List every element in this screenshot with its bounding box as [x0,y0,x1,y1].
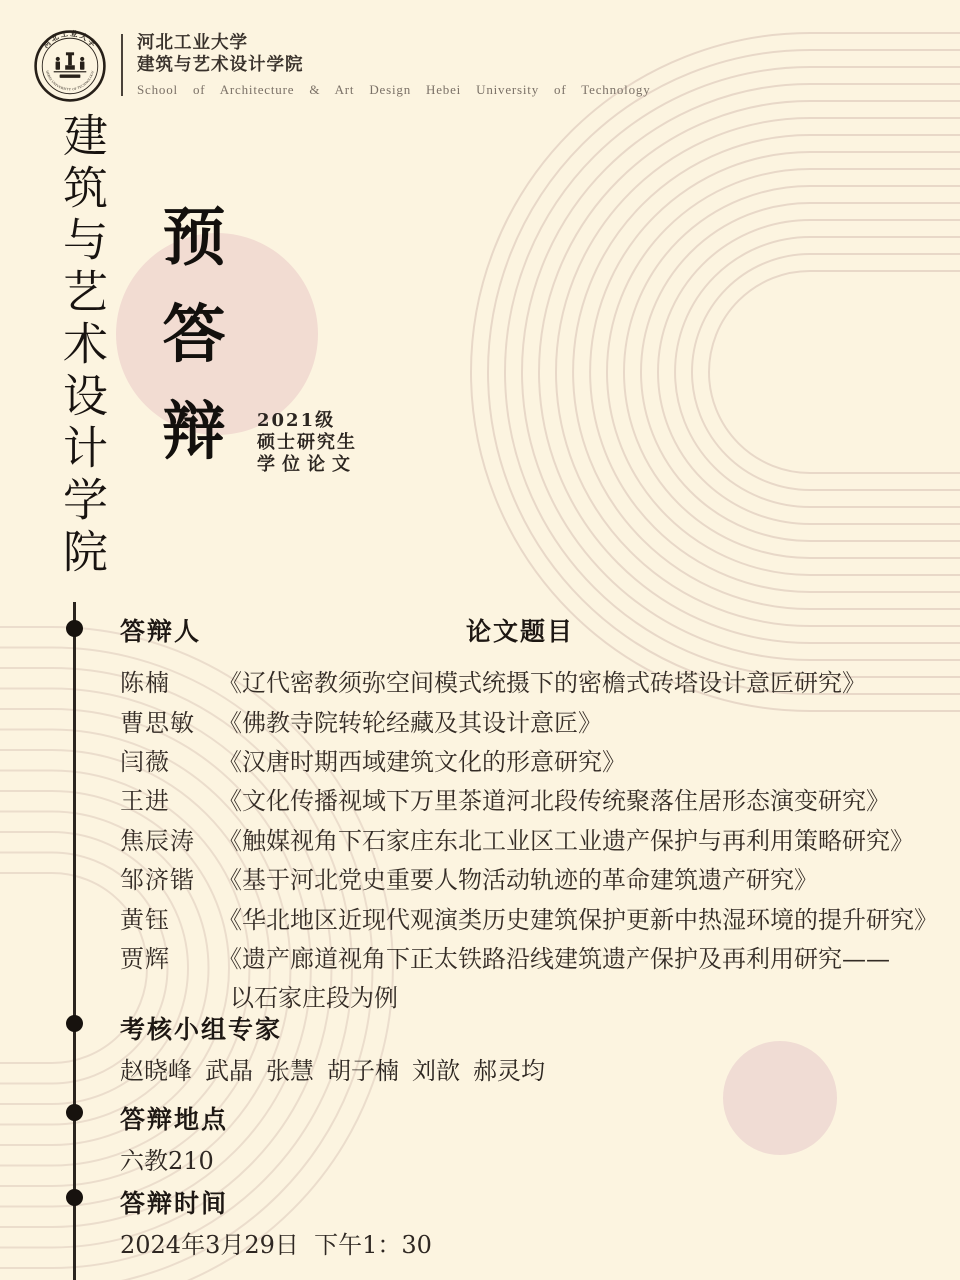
thesis-row [120,740,948,779]
location-value: 六教210 [120,1147,214,1175]
header-divider [121,34,123,96]
section-header-time: 答辩时间 [120,1189,229,1218]
svg-text:HEBEI UNIVERSITY OF TECHNOLOGY [45,70,95,92]
thesis-title: 《触媒视角下石家庄东北工业区工业遗产保护与再利用策略研究》 [218,826,914,855]
presenter-label: 答辩人 [120,617,202,646]
hero-char-2: 答 [162,297,226,371]
hero-subtitle-line-3: 学位论文 [257,454,357,475]
presenter-name: 陈楠 [120,669,170,698]
committee-member: 郝灵均 [473,1057,545,1085]
school-name: 建筑与艺术设计学院 [137,54,304,74]
thesis-title: 《辽代密教须弥空间模式统摄下的密檐式砖塔设计意匠研究》 [218,669,866,698]
thesis-row [120,779,948,818]
timeline-bullet-location [66,1104,83,1121]
thesis-row [120,858,948,897]
hero-char-3: 辩 [162,394,226,468]
track-rings-top-right [471,33,960,711]
vertical-college-title: 建筑与艺术设计学院 [55,112,108,580]
hero-title [160,200,228,468]
time-value: 2024年3月29日 下午1：30 [120,1231,432,1259]
timeline-bullet-time [66,1189,83,1206]
thesis-row [120,819,948,858]
hero-char-1: 预 [162,200,226,274]
committee-members [120,1051,545,1086]
seal-bottom-text: HEBEI UNIVERSITY OF TECHNOLOGY [45,70,95,92]
section-header-presenters [120,612,948,648]
thesis-title: 《汉唐时期西域建筑文化的形意研究》 [218,747,626,776]
timeline-line [73,602,76,1280]
presenter-name: 闫薇 [120,747,170,776]
presenter-name: 邹济锴 [120,866,195,895]
presenter-name: 曹思敏 [120,708,195,737]
decorative-circle-small [723,1041,837,1155]
timeline-bullet-presenters [66,620,83,637]
thesis-title-continuation: 以石家庄段为例 [230,984,398,1013]
thesis-title: 《华北地区近现代观演类历史建筑保护更新中热湿环境的提升研究》 [218,905,938,934]
committee-member: 刘歆 [412,1057,460,1085]
thesis-row [120,937,948,976]
university-name: 河北工业大学 [137,32,248,52]
school-name-english: School of Architecture & Art Design Hebei University of Technology [137,82,651,97]
seal-top-text: 河北工业大学 [41,29,99,50]
university-seal-logo [33,29,107,103]
header-text-block [137,31,651,98]
hero-subtitle-line-2: 硕士研究生 [257,432,357,453]
thesis-row [120,700,948,739]
thesis-row [120,661,948,700]
hero-subtitle [257,410,357,476]
committee-member: 武晶 [205,1057,253,1085]
presenter-name: 焦辰涛 [120,826,195,855]
presenter-name: 贾辉 [120,944,170,973]
thesis-row [120,897,948,936]
thesis-title: 《佛教寺院转轮经藏及其设计意匠》 [218,708,602,737]
thesis-title: 《文化传播视域下万里茶道河北段传统聚落住居形态演变研究》 [218,787,890,816]
seal-emblem-figures-icon [54,52,87,78]
timeline-bullet-committee [66,1015,83,1032]
section-header-location: 答辩地点 [120,1105,229,1134]
presenter-name: 黄钰 [120,905,170,934]
section-header-committee: 考核小组专家 [120,1015,283,1044]
thesis-title-label: 论文题目 [466,617,575,646]
thesis-list [120,661,948,1016]
committee-member: 胡子楠 [327,1057,399,1085]
thesis-title: 《基于河北党史重要人物活动轨迹的革命建筑遗产研究》 [218,866,818,895]
committee-member: 赵晓峰 [120,1057,192,1085]
hero-subtitle-line-1: 2021级 [257,410,336,431]
thesis-title: 《遗产廊道视角下正太铁路沿线建筑遗产保护及再利用研究—— [218,944,890,973]
committee-member: 张慧 [266,1057,314,1085]
presenter-name: 王进 [120,787,170,816]
